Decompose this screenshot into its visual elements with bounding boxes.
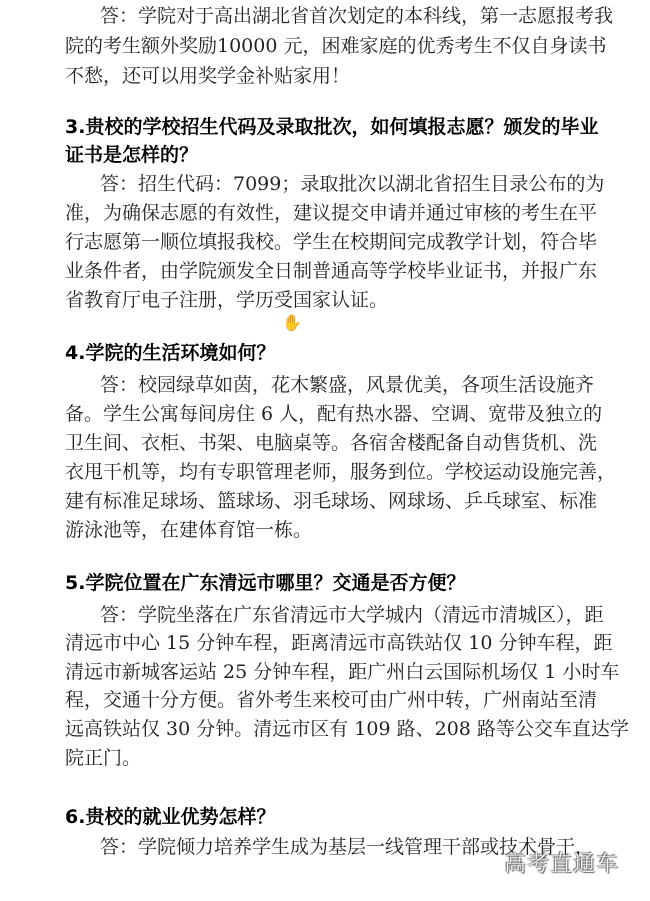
q4-heading: 4.学院的生活环境如何？ bbox=[65, 342, 276, 364]
q3-answer-line: 答：招生代码：7099；录取批次以湖北省招生目录公布的为 bbox=[100, 173, 605, 195]
q6-answer-line: 答：学院倾力培养学生成为基层一线管理干部或技术骨干， bbox=[100, 836, 595, 858]
q4-answer-line: 备。学生公寓每间房住 6 人，配有热水器、空调、宽带及独立的 bbox=[65, 403, 603, 425]
q5-answer-line: 清远市中心 15 分钟车程，距离清远市高铁站仅 10 分钟车程，距 bbox=[65, 632, 613, 654]
q5-heading: 5.学院位置在广东清远市哪里？交通是否方便？ bbox=[65, 572, 466, 594]
q4-answer-line: 卫生间、衣柜、书架、电脑桌等。各宿舍楼配备自动售货机、洗 bbox=[65, 432, 598, 454]
q4-answer-line: 游泳池等，在建体育馆一栋。 bbox=[65, 519, 313, 541]
q3-answer-line: 省教育厅电子注册，学历受国家认证。 bbox=[65, 289, 389, 311]
q4-answer-line: 建有标准足球场、篮球场、羽毛球场、网球场、乒乓球室、标准 bbox=[65, 490, 598, 512]
q3-answer-line: 行志愿第一顺位填报我校。学生在校期间完成教学计划，符合毕 bbox=[65, 231, 598, 253]
q5-answer-line: 远高铁站仅 30 分钟。清远市区有 109 路、208 路等公交车直达学 bbox=[65, 718, 629, 740]
q2-answer-line: 院的考生额外奖励10000 元，困难家庭的优秀考生不仅自身读书 bbox=[65, 35, 607, 57]
watermark: 高考直通车 bbox=[504, 852, 620, 877]
q3-answer-line: 业条件者，由学院颁发全日制普通高等学校毕业证书，并报广东 bbox=[65, 260, 598, 282]
q5-answer-line: 程，交通十分方便。省外考生来校可由广州中转，广州南站至清 bbox=[65, 689, 598, 711]
q4-answer-line: 答：校园绿草如茵，花木繁盛，风景优美，各项生活设施齐 bbox=[100, 374, 595, 396]
q2-answer-line: 不愁，还可以用奖学金补贴家用！ bbox=[65, 65, 351, 87]
q3-heading: 3.贵校的学校招生代码及录取批次，如何填报志愿？颁发的毕业 bbox=[65, 116, 599, 138]
hand-cursor-icon: ✋ bbox=[282, 313, 302, 332]
q4-answer-line: 衣甩干机等，均有专职管理老师，服务到位。学校运动设施完善， bbox=[65, 461, 617, 483]
q5-answer-line: 答：学院坐落在广东省清远市大学城内（清远市清城区），距 bbox=[100, 604, 604, 626]
q5-answer-line: 院正门。 bbox=[65, 747, 142, 769]
q3-answer-line: 准，为确保志愿的有效性，建议提交申请并通过审核的考生在平 bbox=[65, 202, 598, 224]
q5-answer-line: 清远市新城客运站 25 分钟车程，距广州白云国际机场仅 1 小时车 bbox=[65, 661, 620, 683]
q3-heading: 证书是怎样的？ bbox=[65, 144, 199, 166]
q6-heading: 6.贵校的就业优势怎样？ bbox=[65, 806, 276, 828]
q2-answer-line: 答：学院对于高出湖北省首次划定的本科线，第一志愿报考我 bbox=[100, 5, 614, 27]
